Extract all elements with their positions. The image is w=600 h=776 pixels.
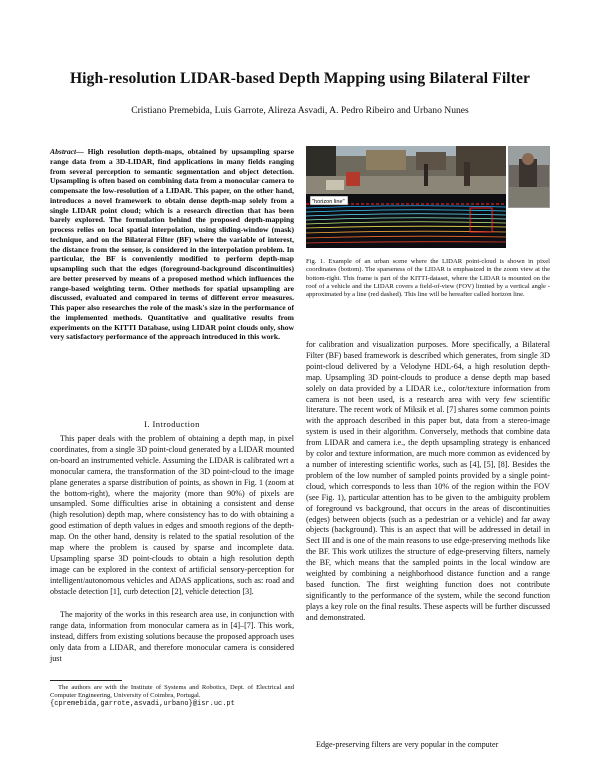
zoom-svg [509, 147, 550, 208]
paper-title: High-resolution LIDAR-based Depth Mapping using Bilateral Filter [69, 70, 531, 87]
author-list: Cristiano Premebida, Luis Garrote, Alireza Asvadi, A. Pedro Ribeiro and Urbano Nunes [131, 105, 469, 116]
figure-1 [306, 146, 550, 248]
right-paragraph-2: Edge-preserving filters are very popular in the computer [316, 740, 499, 749]
footnote [50, 684, 294, 709]
abstract-label: Abstract [50, 147, 77, 156]
footnote-rule [50, 680, 122, 681]
intro-paragraph-1: This paper deals with the problem of obtaining a depth map, in pixel coordinates, from a single 3D point-cloud generated by a LIDAR mounted on-board an instrumented vehicle. Assuming the LIDAR is calibrated wrt a monocular camera, the transformation of the 3D point-cloud to the image plane generates a sparse distribution of points, as shown in Fig. 1 (zoom at the bottom-right), where the majority (more than 90%) of pixels are unsampled. Some difficulties arise in obtaining a consistent and dense (high resolution) depth map, where consistency has to do with obtaining a good estimation of depth values in edges and smooth regions of the depth-map. On the other hand, density is related to the spatial resolution of the map where the problem is caused by sparse and incomplete data. Upsampling sparse 3D point-clouds to obtain a high resolution depth image can be explored in the context of artificial sensory-perception for intelligent/autonomous vehicles and ADAS applications, such as: road and obstacle detection [1], curb detection [2], vehicle detection [3]. [50, 434, 294, 596]
figure-1-caption: Fig. 1. Example of an urban scene where the LIDAR point-cloud is shown in pixel coordinates (bottom). The sparseness of the LIDAR is emphasized in the zoom view at the bottom-right. This frame is part of the KITTI-dataset, where the LIDAR is mounted on the roof of a vehicle and the LIDAR covers a field-of-view (FOV) limited by a vertical angle - approximated by a line (red dashed). This line will be hereafter called horizon line. [306, 258, 550, 299]
right-paragraph-1: for calibration and visualization purposes. More specifically, a Bilateral Filter (BF) based framework is described which generates, from single 3D point-cloud delivered by a Velodyne HDL-64, a high resolution depth-map. Upsampling 3D point-clouds to produce a dense depth map based solely on data provided by a LIDAR i.e., color/texture information from camera is not been used, is a research area with very few scientific literature. The recent work of Miksik et al. [7] shares some common points with the approach described in this paper but, data from a stereo-image system is used in their algorithm. Conversely, methods that combine data from LIDAR and camera i.e., the depth upsampling strategy is enhanced by color and texture information, are much more common as evidenced by a number of interesting scientific works, such as [4], [5], [8]. Besides the problem of the low number of sampled points provided by a single point-cloud, which corresponds to less than 10% of the region within the FOV (see Fig. 1), particular attention has to be given to the ambiguity problem of foreground vs background, that occurs in the areas of discontinuities (edges) between objects (such as a pedestrian or a vehicle) and far away objects (background). This is an aspect that will be addressed in detail in Sect III and is one of the main reasons to use edge-preserving methods like the BF. This work utilizes the structure of edge-preserving filters, namely the BF, which means that the sampled points in the local window are weighted by combining a neighborhood distance function and a range based function. The first weighting function does not contribute significantly to the performance of the system, while the second function plays a key role on the final results. These aspects will be further discussed and demonstrated. [306, 340, 550, 622]
figure-1-urban-scene-image [306, 146, 506, 248]
footnote-affiliation: The authors are with the Institute of Systems and Robotics, Dept. of Electrical and Computer Engineering, University of Coimbra, Portugal. [50, 684, 294, 700]
figure-1-zoom-view [508, 146, 550, 208]
abstract [50, 147, 294, 342]
section-heading-introduction: I. Introduction [144, 419, 200, 429]
urban-scene-svg [306, 146, 506, 248]
abstract-text: — High resolution depth-maps, obtained by upsampling sparse range data from a 3D-LIDAR, find applications in many fields ranging from several perception to semantic segmentation and object detection. Upsampling is often based on combining data from a monocular camera to compensate the low-resolution of a LIDAR. This paper, on the other hand, introduces a novel framework to obtain dense depth-map solely from a single LIDAR point cloud; which is a research direction that has been barely explored. The formulation behind the proposed depth-mapping process relies on local spatial interpolation, using sliding-window (mask) technique, and on the Bilateral Filter (BF) where the variable of interest, the distance from the sensor, is considered in the interpolation problem. In particular, the BF is conveniently modified to perform depth-map upsampling such that the edges (foreground-background discontinuities) are better preserved by means of a proposed method which influences the range-based weighting term. Other methods for spatial upsampling are discussed, evaluated and compared in terms of different error measures. This paper also researches the role of the mask's size in the performance of the implemented methods. Quantitative and qualitative results from experiments on the KITTI Database, using LIDAR point clouds only, show very satisfactory performance of the approach introduced in this work. [50, 147, 294, 342]
horizon-line-label: "horizon line" [312, 199, 345, 205]
intro-paragraph-2: The majority of the works in this research area use, in conjunction with range data, information from monocular camera as in [4]–[7]. This work, instead, differs from existing solutions because the proposed approach uses only data from a LIDAR, and therefore monocular camera is considered just [50, 610, 294, 663]
footnote-emails: {cpremebida,garrote,asvadi,urbano}@isr.uc.pt [50, 700, 235, 709]
